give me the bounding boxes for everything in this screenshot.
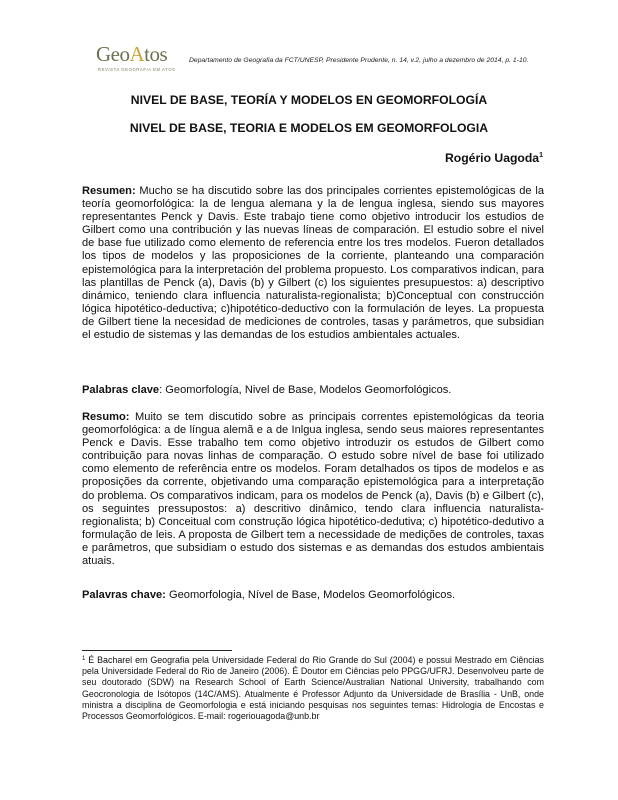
- abstract-portuguese: [82, 411, 544, 568]
- abstract-spanish: [82, 185, 544, 342]
- abstract-spanish-label: Resumen:: [82, 185, 136, 197]
- footnote-divider: [82, 650, 232, 651]
- footnote: [82, 655, 544, 722]
- page-header: [96, 42, 566, 78]
- author-name-text: Rogério Uagoda: [444, 151, 540, 165]
- title-portuguese: NIVEL DE BASE, TEORIA E MODELOS EM GEOMORFOLOGIA: [129, 121, 489, 135]
- logo-wordmark: GeoAtos: [96, 42, 168, 66]
- keywords-portuguese-text: Geomorfologia, Nível de Base, Modelos Geomorfológicos.: [165, 589, 456, 601]
- keywords-spanish: [82, 384, 544, 397]
- keywords-spanish-label: Palabras clave: [82, 384, 160, 396]
- keywords-portuguese: [82, 589, 544, 602]
- abstract-spanish-text: Mucho se ha discutido sobre las dos principales corrientes epistemológicas de la teoría geomorfológica: la de lengua alemana y la de lengua inglesa, siendo sus mayores representantes Penck y Davis. Este trabajo tiene como objetivo introducir los estudios de Gilbert como una contribución y las nuevas líneas de comparación. El estudio sobre el nivel de base fue utilizado como elemento de referencia entre los tres modelos. Fueron detallados los tipos de modelos y las proposiciones de la corriente, planteando una comparación epistemológica para la interpretación del problema propuesto. Los comparativos indican, para las plantillas de Penck (a), Davis (b) y Gilbert (c) los siguientes presupuestos: a) descriptivo dinámico, teniendo clara influencia naturalista-regionalista; b)Conceptual con construcción lógica hipotético-deductiva; c)hipotético-deductivo con la formulación de leyes. La propuesta de Gilbert tiene la necesidad de mediciones de controles, tasas y parámetros, que subsidian el estudio de sistemas y las demandas de los estudios ambientales actuales.: [82, 185, 544, 342]
- keywords-spanish-text: : Geomorfología, Nivel de Base, Modelos Geomorfológicos.: [159, 384, 452, 396]
- footnote-ref: 1: [539, 152, 543, 159]
- journal-logo: [96, 42, 188, 78]
- abstract-portuguese-text: Muito se tem discutido sobre as principais correntes epistemológicas da teoria geomorfológica: a de língua alemã e a de Inlgua inglesa, sendo seus maiores representantes Penck e Davis. Esse trabalho tem como objetivo introduzir os estudos de Gilbert como contribuição para novas linhas de comparação. O estudo sobre nível de base foi utilizado como elemento de referência entre os modelos. Foram detalhados os tipos de modelos e as proposições da corrente, objetivando uma comparação epistemológica para a interpretação do problema. Os comparativos indicam, para os modelos de Penck (a), Davis (b) e Gilbert (c), os seguintes pressupostos: a) descritivo dinâmico, tendo clara influencia naturalista-regionalista; b) Conceitual com construção lógica hipotético-dedutiva; c) hipotético-dedutivo a formulação de leis. A proposta de Gilbert tem a necessidade de medições de controles, taxas e parâmetros, que subsidiam o estudo dos sistemas e as demandas dos estudos ambientais atuais.: [82, 411, 544, 568]
- footnote-text: É Bacharel em Geografia pela Universidade Federal do Rio Grande do Sul (2004) e possui Mestrado em Ciências pela Universidade Federal do Rio de Janeiro (2006). É Doutor em Ciências pelo PPGG/UFRJ. Desenvolveu parte de seu doutorado (SDW) na Research School of Earth Science/Australian National University, trabalhando com Geocronologia de Isótopos (14C/AMS). Atualmente é Professor Adjunto da Universidade de Brasília - UnB, onde ministra a disciplina de Geomorfologia e está iniciando pesquisas nos seguintes temas: Hidrologia de Encostas e Processos Geomorfológicos. E-mail: rogeriouagoda@unb.br: [82, 655, 544, 722]
- journal-citation: Departamento de Geografia da FCT/UNESP, Presidente Prudente, n. 14, v.2, julho a dezembro de 2014, p. 1-10.: [189, 57, 529, 64]
- title-spanish: NIVEL DE BASE, TEORÍA Y MODELOS EN GEOMORFOLOGÍA: [130, 93, 488, 107]
- footnote-mark: 1: [82, 656, 86, 662]
- abstract-portuguese-label: Resumo:: [82, 411, 130, 423]
- keywords-portuguese-label: Palavras chave:: [82, 589, 166, 601]
- author-name: [445, 151, 543, 166]
- logo-tagline: REVISTA GEOGRAFIA EM ATOS: [98, 67, 176, 72]
